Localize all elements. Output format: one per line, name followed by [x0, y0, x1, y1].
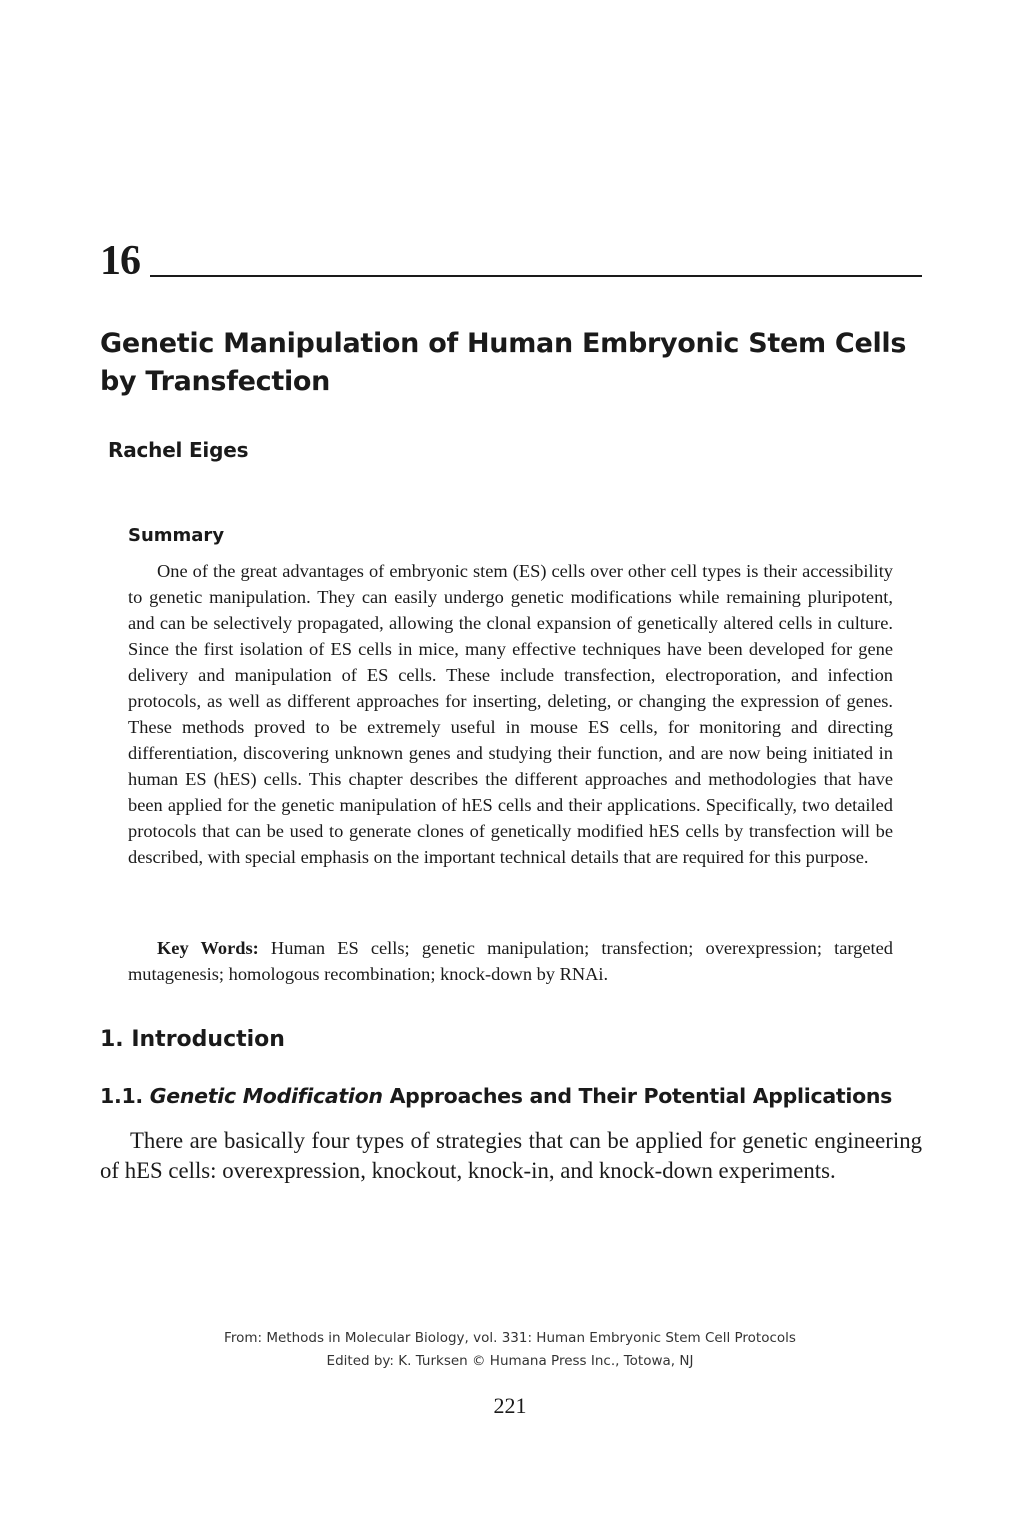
- chapter-number: 16: [100, 238, 140, 284]
- page-number: 221: [493, 1393, 527, 1418]
- chapter-rule: [150, 275, 922, 277]
- keywords-label: Key Words:: [157, 938, 259, 958]
- footer-editor-line: Edited by: K. Turksen © Humana Press Inc., Totowa, NJ: [326, 1353, 694, 1369]
- subsection-number: 1.1.: [100, 1084, 143, 1108]
- footer-source-line: From: Methods in Molecular Biology, vol. 331: Human Embryonic Stem Cell Protocols: [224, 1330, 796, 1346]
- keywords-paragraph: [128, 935, 893, 987]
- subsection-heading: [100, 1081, 930, 1111]
- subsection-italic-title: Genetic Modification: [149, 1084, 383, 1108]
- summary-heading: Summary: [128, 525, 225, 546]
- chapter-title: Genetic Manipulation of Human Embryonic Stem Cells by Transfection: [100, 328, 907, 397]
- keywords-text: Human ES cells; genetic manipulation; transfection; overexpression; targeted mutagenesis; homologous recombination; knock-down by RNAi.: [128, 938, 893, 984]
- section-heading-introduction: 1. Introduction: [100, 1027, 285, 1052]
- author-name: Rachel Eiges: [108, 438, 249, 462]
- summary-text: One of the great advantages of embryonic stem (ES) cells over other cell types is their accessibility to genetic manipulation. They can easily undergo genetic modifications while remaining pluripotent, and can be selectively propagated, allowing the clonal expansion of genetically altered cells in culture. Since the first isolation of ES cells in mice, many effective techniques have been developed for gene delivery and manipulation of ES cells. These include transfection, electroporation, and infection protocols, as well as different approaches for inserting, deleting, or changing the expression of genes. These methods proved to be extremely useful in mouse ES cells, for monitoring and directing differentiation, discovering unknown genes and studying their function, and are now being initiated in human ES (hES) cells. This chapter describes the different approaches and methodologies that have been applied for the genetic manipulation of hES cells and their applications. Specifically, two detailed protocols that can be used to generate clones of genetically modified hES cells by transfection will be described, with special emphasis on the important technical details that are required for this purpose.: [128, 561, 893, 867]
- chapter-header: [100, 236, 922, 286]
- body-paragraph: There are basically four types of strategies that can be applied for genetic engineering of hES cells: overexpression, knockout, knock-in, and knock-down experiments.: [100, 1128, 922, 1183]
- subsection-title-rest: Approaches and Their Potential Applications: [389, 1084, 893, 1108]
